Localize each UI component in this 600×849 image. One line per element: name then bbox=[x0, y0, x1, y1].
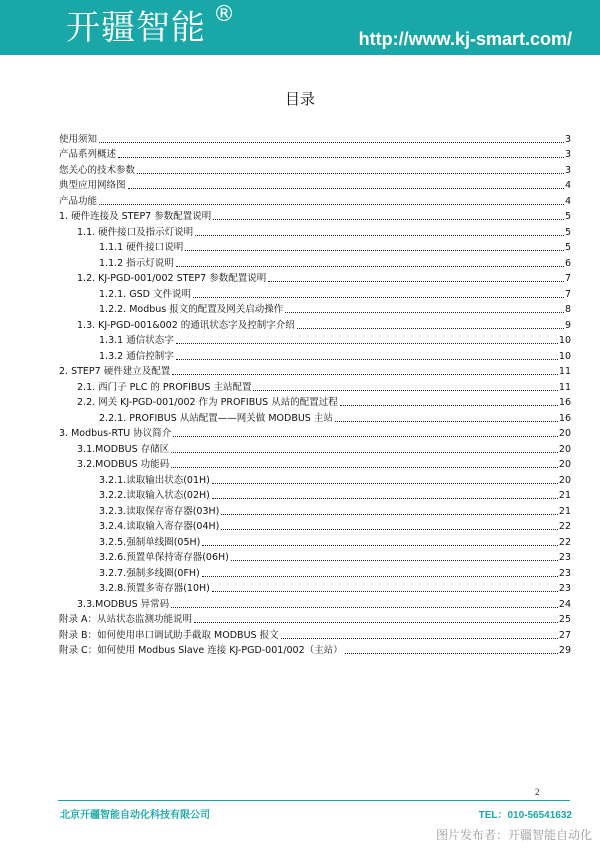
toc-entry[interactable] bbox=[59, 642, 571, 658]
toc-entry-page: 27 bbox=[558, 629, 571, 641]
toc-entry[interactable] bbox=[59, 316, 571, 332]
toc-entry-page: 23 bbox=[558, 583, 571, 594]
toc-entry[interactable] bbox=[59, 285, 571, 301]
toc-entry-title: 3.2.MODBUS 功能码 bbox=[77, 459, 170, 470]
toc-entry[interactable] bbox=[59, 394, 571, 410]
toc-entry[interactable] bbox=[59, 549, 571, 565]
toc-leader-dots bbox=[194, 622, 558, 623]
toc-leader-dots bbox=[335, 421, 558, 422]
toc-entry[interactable] bbox=[59, 270, 571, 286]
toc-entry[interactable] bbox=[59, 487, 571, 503]
toc-title: 目录 bbox=[284, 90, 315, 108]
toc-leader-dots bbox=[171, 607, 558, 608]
toc-entry[interactable] bbox=[59, 595, 571, 611]
toc-leader-dots bbox=[285, 312, 564, 313]
toc-leader-dots bbox=[212, 498, 558, 499]
toc-entry[interactable] bbox=[59, 208, 571, 224]
toc-entry-page: 20 bbox=[558, 474, 571, 486]
toc-entry-title: 您关心的技术参数 bbox=[59, 164, 136, 176]
toc-leader-dots bbox=[253, 390, 557, 391]
toc-entry[interactable] bbox=[59, 301, 571, 317]
toc-entry[interactable] bbox=[59, 347, 571, 363]
toc-entry-title: 使用须知 bbox=[59, 133, 98, 145]
toc-entry[interactable] bbox=[59, 378, 571, 394]
toc-entry-page: 21 bbox=[558, 490, 571, 501]
toc-leader-dots bbox=[202, 576, 558, 577]
toc-entry[interactable] bbox=[59, 440, 571, 456]
toc-entry-title: 附录 B：如何使用串口调试助手截取 MODBUS 报文 bbox=[59, 629, 279, 641]
toc-entry-title: 3.1.MODBUS 存储区 bbox=[77, 443, 170, 455]
toc-entry[interactable] bbox=[59, 146, 571, 162]
toc-entry[interactable] bbox=[59, 425, 571, 441]
toc-entry-page: 11 bbox=[558, 366, 571, 377]
toc-entry[interactable] bbox=[59, 471, 571, 487]
toc-leader-dots bbox=[221, 514, 558, 515]
footer-divider bbox=[58, 800, 570, 801]
toc-leader-dots bbox=[128, 188, 564, 189]
toc-entry-page: 5 bbox=[564, 211, 571, 222]
toc-entry[interactable] bbox=[59, 239, 571, 255]
toc-entry-title: 附录 C：如何使用 Modbus Slave 连接 KJ-PGD-001/002（主站） bbox=[59, 645, 343, 656]
toc-entry-title: 3.2.4.读取输入寄存器(04H) bbox=[99, 521, 220, 532]
toc-entry-title: 3.2.5.强制单线圈(05H) bbox=[99, 536, 201, 548]
toc-leader-dots bbox=[202, 545, 558, 546]
toc-entry-title: 2.1. 西门子 PLC 的 PROFIBUS 主站配置 bbox=[77, 381, 252, 393]
toc-entry-title: 3.3.MODBUS 异常码 bbox=[77, 598, 170, 610]
toc-leader-dots bbox=[212, 483, 558, 484]
toc-leader-dots bbox=[118, 157, 564, 158]
toc-entry-title: 1.2.2. Modbus 报文的配置及网关启动操作 bbox=[99, 304, 284, 315]
watermark: 图片发布者：开疆智能自动化 bbox=[435, 828, 592, 842]
toc-entry-title: 3.2.7.强制多线圈(0FH) bbox=[99, 567, 200, 579]
toc-entry-title: 1.2.1. GSD 文件说明 bbox=[99, 288, 191, 300]
toc-entry[interactable] bbox=[59, 130, 571, 146]
toc-entry[interactable] bbox=[59, 192, 571, 208]
toc-entry-title: 1.1. 硬件接口及指示灯说明 bbox=[77, 226, 194, 238]
toc-entry-page: 7 bbox=[564, 273, 571, 284]
toc-entry-page: 24 bbox=[558, 598, 571, 610]
toc-entry-page: 10 bbox=[558, 335, 571, 346]
toc-leader-dots bbox=[212, 591, 558, 592]
toc-entry-title: 2.2.1. PROFIBUS 从站配置——网关做 MODBUS 主站 bbox=[99, 412, 333, 424]
toc-leader-dots bbox=[172, 374, 558, 375]
toc-entry-page: 3 bbox=[564, 149, 571, 160]
toc-leader-dots bbox=[173, 436, 558, 437]
brand-logo-text: 开疆智能 bbox=[66, 8, 206, 48]
toc-entry-title: 3.2.6.预置单保持寄存器(06H) bbox=[99, 552, 229, 563]
toc-entry-title: 2.2. 网关 KJ-PGD-001/002 作为 PROFIBUS 从站的配置过程 bbox=[77, 397, 338, 408]
toc-leader-dots bbox=[221, 529, 558, 530]
toc-entry-page: 23 bbox=[558, 567, 571, 579]
toc-entry[interactable] bbox=[59, 626, 571, 642]
toc-entry-title: 1.2. KJ-PGD-001/002 STEP7 参数配置说明 bbox=[77, 273, 267, 284]
toc-leader-dots bbox=[213, 219, 564, 220]
toc-entry-title: 1. 硬件连接及 STEP7 参数配置说明 bbox=[59, 211, 212, 222]
toc-entry-page: 5 bbox=[564, 226, 571, 238]
toc-entry-page: 6 bbox=[564, 257, 571, 269]
toc-entry-title: 3.2.1.读取输出状态(01H) bbox=[99, 474, 210, 486]
toc-leader-dots bbox=[195, 235, 564, 236]
toc-entry-page: 5 bbox=[564, 242, 571, 253]
toc-leader-dots bbox=[137, 173, 564, 174]
toc-leader-dots bbox=[231, 560, 558, 561]
table-of-contents bbox=[59, 130, 571, 657]
toc-entry-page: 29 bbox=[558, 645, 571, 656]
toc-entry-page: 11 bbox=[558, 381, 571, 393]
toc-entry[interactable] bbox=[59, 580, 571, 596]
toc-entry-page: 8 bbox=[564, 304, 571, 315]
toc-entry[interactable] bbox=[59, 518, 571, 534]
toc-entry[interactable] bbox=[59, 564, 571, 580]
footer-tel: TEL：010-56541632 bbox=[478, 810, 572, 821]
toc-entry[interactable] bbox=[59, 611, 571, 627]
toc-entry[interactable] bbox=[59, 456, 571, 472]
toc-entry-title: 附录 A：从站状态监测功能说明 bbox=[59, 614, 193, 625]
toc-leader-dots bbox=[340, 405, 558, 406]
website-url[interactable]: http://www.kj-smart.com/ bbox=[358, 29, 572, 49]
toc-entry-page: 22 bbox=[558, 536, 571, 548]
toc-entry-page: 3 bbox=[564, 133, 571, 145]
toc-entry-page: 16 bbox=[558, 397, 571, 408]
header-bar bbox=[0, 0, 600, 55]
toc-entry[interactable] bbox=[59, 177, 571, 193]
toc-entry-title: 3.2.8.预置多寄存器(10H) bbox=[99, 583, 210, 594]
toc-entry-page: 20 bbox=[558, 428, 571, 439]
registered-mark: ® bbox=[213, 2, 235, 27]
toc-entry[interactable] bbox=[59, 161, 571, 177]
toc-leader-dots bbox=[268, 281, 564, 282]
toc-entry-title: 产品功能 bbox=[59, 195, 98, 207]
toc-entry-title: 3.2.2.读取输入状态(02H) bbox=[99, 490, 210, 501]
toc-entry-title: 1.3. KJ-PGD-001&002 的通讯状态字及控制字介绍 bbox=[77, 319, 295, 331]
toc-leader-dots bbox=[99, 204, 564, 205]
toc-entry-title: 1.1.1 硬件接口说明 bbox=[99, 242, 184, 253]
footer-company: 北京开疆智能自动化科技有限公司 bbox=[60, 810, 210, 821]
toc-entry-title: 3. Modbus-RTU 协议简介 bbox=[59, 428, 172, 439]
toc-entry-page: 22 bbox=[558, 521, 571, 532]
toc-leader-dots bbox=[281, 638, 558, 639]
toc-entry-title: 1.3.2 通信控制字 bbox=[99, 350, 174, 362]
toc-entry[interactable] bbox=[59, 254, 571, 270]
toc-entry[interactable] bbox=[59, 409, 571, 425]
toc-entry-title: 1.3.1 通信状态字 bbox=[99, 335, 174, 346]
toc-entry-page: 3 bbox=[564, 164, 571, 176]
toc-entry-title: 3.2.3.读取保存寄存器(03H) bbox=[99, 505, 220, 517]
toc-entry-page: 9 bbox=[564, 319, 571, 331]
toc-entry-page: 23 bbox=[558, 552, 571, 563]
toc-entry-page: 4 bbox=[564, 195, 571, 207]
toc-entry-page: 25 bbox=[558, 614, 571, 625]
toc-leader-dots bbox=[176, 343, 558, 344]
toc-entry-title: 产品系列概述 bbox=[59, 149, 117, 160]
toc-leader-dots bbox=[193, 297, 564, 298]
toc-entry-page: 21 bbox=[558, 505, 571, 517]
toc-entry-page: 7 bbox=[564, 288, 571, 300]
toc-leader-dots bbox=[176, 359, 558, 360]
toc-entry[interactable] bbox=[59, 502, 571, 518]
toc-leader-dots bbox=[345, 653, 558, 654]
toc-entry-title: 2. STEP7 硬件建立及配置 bbox=[59, 366, 171, 377]
toc-leader-dots bbox=[176, 266, 564, 267]
toc-leader-dots bbox=[99, 142, 564, 143]
toc-entry-page: 10 bbox=[558, 350, 571, 362]
toc-entry[interactable] bbox=[59, 363, 571, 379]
toc-entry-title: 典型应用网络图 bbox=[59, 180, 126, 191]
toc-entry[interactable] bbox=[59, 533, 571, 549]
page-number: 2 bbox=[535, 787, 540, 797]
toc-entry-page: 4 bbox=[564, 180, 571, 191]
toc-leader-dots bbox=[297, 328, 564, 329]
toc-entry[interactable] bbox=[59, 332, 571, 348]
toc-entry-page: 20 bbox=[558, 459, 571, 470]
toc-entry-title: 1.1.2 指示灯说明 bbox=[99, 257, 174, 269]
toc-entry[interactable] bbox=[59, 223, 571, 239]
toc-leader-dots bbox=[171, 452, 558, 453]
toc-entry-page: 20 bbox=[558, 443, 571, 455]
toc-entry-page: 16 bbox=[558, 412, 571, 424]
toc-leader-dots bbox=[185, 250, 564, 251]
toc-leader-dots bbox=[171, 467, 558, 468]
